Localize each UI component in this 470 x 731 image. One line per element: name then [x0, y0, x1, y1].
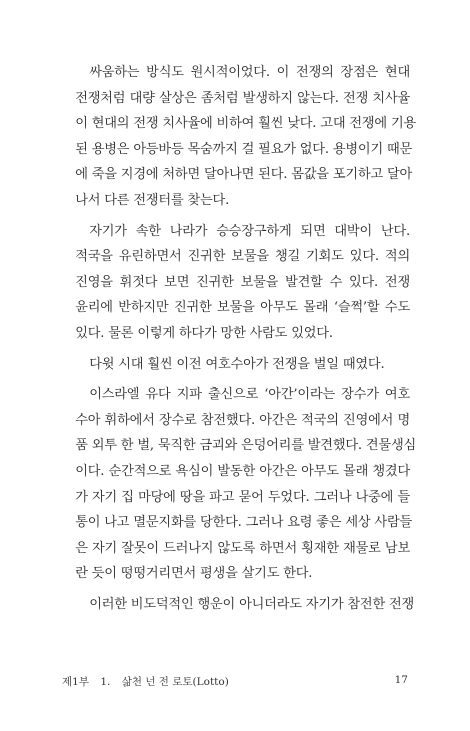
- text-line: 란 듯이 떵떵거리면서 평생을 살기도 한다.: [75, 566, 313, 582]
- text-line: 전쟁처럼 대량 살상은 좀처럼 발생하지 않는다. 전쟁 치사율: [75, 90, 410, 106]
- text-line: 싸움하는 방식도 원시적이었다. 이 전쟁의 장점은 현대: [89, 65, 410, 80]
- text-line: 된 용병은 아등바등 목숨까지 걸 필요가 없다. 용병이기 때문: [75, 141, 413, 157]
- text-line: 이다. 순간적으로 욕심이 발동한 아간은 아무도 몰래 챙겼다: [75, 463, 410, 479]
- paragraph: [62, 219, 410, 347]
- text-line: 통이 나고 멸문지화를 당한다. 그러나 요령 좋은 세상 사람들: [75, 515, 413, 531]
- body-text: [62, 60, 417, 622]
- text-line: 다윗 시대 훨씬 이전 여호수아가 전쟁을 벌일 때였다.: [89, 356, 385, 372]
- chapter-title: 삶천 넌 전 로토(Lotto): [121, 676, 229, 688]
- running-footer: [62, 674, 229, 689]
- text-line: 이러한 비도덕적인 행운이 아니더라도 자기가 참전한 전쟁: [89, 596, 415, 612]
- text-line: 이 현대의 전쟁 치사율에 비하여 훨씬 낮다. 고대 전쟁에 기용: [75, 116, 417, 132]
- text-line: 은 자기 잘못이 드러나지 않도록 하면서 횡재한 재물로 남보: [75, 540, 410, 556]
- text-line: 나서 다른 전쟁터를 찾는다.: [75, 192, 230, 208]
- part-label: 제1부: [62, 676, 89, 688]
- paragraph: [62, 352, 410, 378]
- text-line: 진영을 휘젓다 보면 진귀한 보물을 발견할 수 있다. 전쟁: [75, 274, 410, 290]
- page-number: 17: [394, 674, 408, 686]
- text-line: 에 죽을 지경에 처하면 달아나면 된다. 몸값을 포기하고 달아: [75, 167, 413, 183]
- paragraph: [62, 592, 415, 618]
- text-line: 가 자기 집 마당에 땅을 파고 묻어 두었다. 그러나 나중에 들: [75, 489, 410, 505]
- text-line: 이스라엘 유다 지파 출신으로 ‘아간’이라는 장수가 여호: [89, 387, 410, 403]
- text-line: 있다. 물론 이렇게 하다가 망한 사람도 있었다.: [75, 325, 333, 341]
- text-line: 윤리에 반하지만 진귀한 보물을 아무도 몰래 ‘슬쩍’할 수도: [75, 300, 410, 316]
- paragraph: [62, 382, 417, 587]
- text-line: 수아 휘하에서 장수로 참전했다. 아간은 적국의 진영에서 명: [75, 412, 410, 428]
- text-line: 자기가 속한 나라가 승승장구하게 되면 대박이 난다.: [89, 223, 410, 239]
- paragraph: [62, 60, 417, 214]
- chapter-number: 1.: [100, 676, 111, 688]
- text-line: 적국을 유린하면서 진귀한 보물을 챙길 기회도 있다. 적의: [75, 249, 410, 265]
- text-line: 품 외투 한 벌, 묵직한 금괴와 은덩어리를 발견했다. 견물생심: [75, 438, 417, 454]
